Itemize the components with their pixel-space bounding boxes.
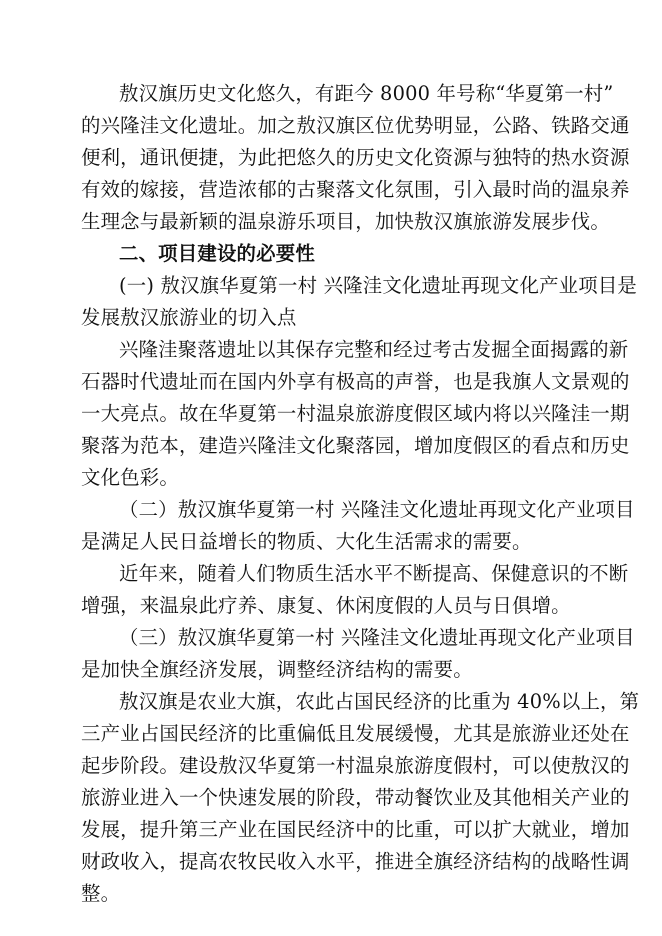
paragraph-1-line-2: 的兴隆洼文化遗址。加之敖汉旗区位优势明显，公路、铁路交通	[81, 114, 630, 137]
paragraph-2-line-2: 石器时代遗址而在国内外享有极高的声誉，也是我旗人文景观的	[81, 370, 630, 393]
paragraph-4-line-1: 敖汉旗是农业大旗，农此占国民经济的比重为 40%以上，第	[119, 690, 640, 713]
paragraph-4-line-4: 旅游业进入一个快速发展的阶段，带动餐饮业及其他相关产业的	[81, 786, 630, 809]
subheading-1-line-1: (一) 敖汉旗华夏第一村 兴隆洼文化遗址再现文化产业项目是	[119, 274, 638, 297]
paragraph-2-line-4: 聚落为范本，建造兴隆洼文化聚落园，增加度假区的看点和历史	[81, 434, 630, 457]
paragraph-4-line-6: 财政收入，提高农牧民收入水平，推进全旗经济结构的战略性调	[81, 850, 630, 873]
paragraph-3-line-2: 增强，来温泉此疗养、康复、休闲度假的人员与日俱增。	[81, 594, 571, 617]
paragraph-4-line-7: 整。	[81, 882, 121, 905]
paragraph-4-line-3: 起步阶段。建设敖汉华夏第一村温泉旅游度假村，可以使敖汉的	[81, 754, 630, 777]
subheading-3-line-1: （三）敖汉旗华夏第一村 兴隆洼文化遗址再现文化产业项目	[119, 626, 635, 649]
paragraph-3-line-1: 近年来，随着人们物质生活水平不断提高、保健意识的不断	[119, 562, 629, 585]
section-heading: 二、项目建设的必要性	[119, 242, 315, 265]
paragraph-2-line-1: 兴隆洼聚落遗址以其保存完整和经过考古发掘全面揭露的新	[119, 338, 629, 361]
subheading-2-line-1: （二）敖汉旗华夏第一村 兴隆洼文化遗址再现文化产业项目	[119, 498, 635, 521]
paragraph-4-line-2: 三产业占国民经济的比重偏低且发展缓慢，尤其是旅游业还处在	[81, 722, 630, 745]
paragraph-1-line-1: 敖汉旗历史文化悠久，有距今 8000 年号称“华夏第一村”	[119, 82, 614, 105]
subheading-3-line-2: 是加快全旗经济发展，调整经济结构的需要。	[81, 658, 473, 681]
paragraph-2-line-5: 文化色彩。	[81, 466, 179, 489]
paragraph-1-line-3: 便利，通讯便捷，为此把悠久的历史文化资源与独特的热水资源	[81, 146, 630, 169]
paragraph-1-line-4: 有效的嫁接，营造浓郁的古聚落文化氛围，引入最时尚的温泉养	[81, 178, 630, 201]
paragraph-4-line-5: 发展，提升第三产业在国民经济中的比重，可以扩大就业，增加	[81, 818, 630, 841]
paragraph-2-line-3: 一大亮点。故在华夏第一村温泉旅游度假区域内将以兴隆洼一期	[81, 402, 630, 425]
subheading-1-line-2: 发展敖汉旅游业的切入点	[81, 306, 297, 329]
subheading-2-line-2: 是满足人民日益增长的物质、大化生活需求的需要。	[81, 530, 532, 553]
paragraph-1-line-5: 生理念与最新颖的温泉游乐项目，加快敖汉旗旅游发展步伐。	[81, 210, 610, 233]
